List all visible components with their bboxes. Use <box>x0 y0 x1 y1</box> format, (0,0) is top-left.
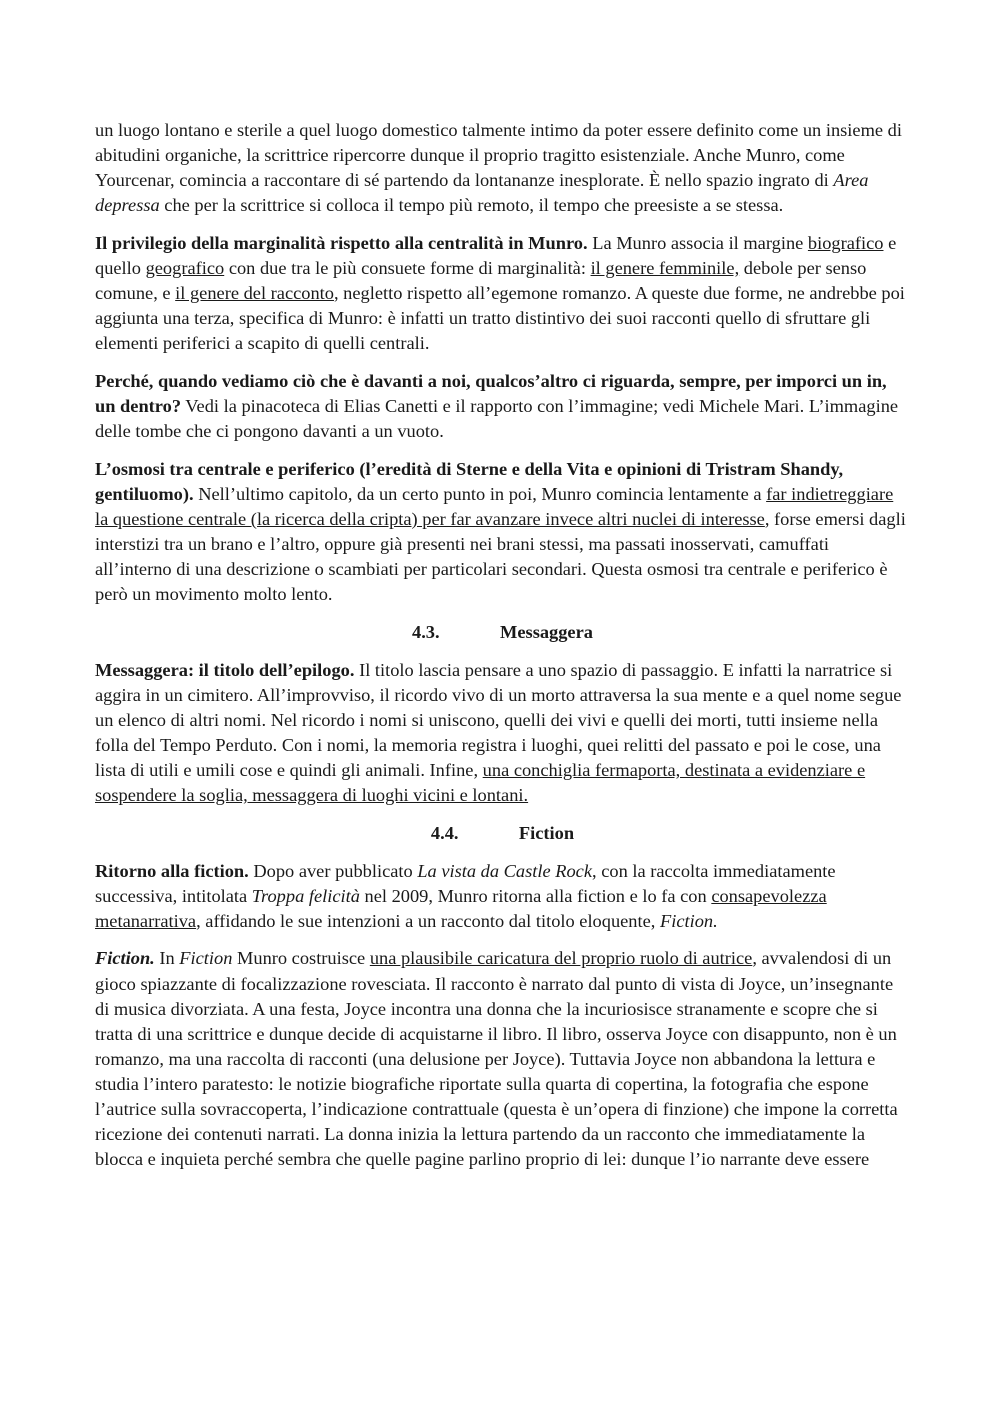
underlined-text: geografico <box>145 258 225 279</box>
underlined-text: il genere del racconto <box>175 283 334 304</box>
paragraph: un luogo lontano e sterile a quel luogo domestico talmente intimo da poter essere definito come un insieme di abitudini organiche, la scrittrice ripercorre dunque il proprio tragitto esistenziale. Anche Munro, come Yourcenar, comincia a raccontare di sé partendo da lontananze inesplorate. È nello spazio ingrato di Area depressa che per la scrittrice si colloca il tempo più remoto, il tempo che preesiste a se stessa. <box>95 120 902 216</box>
bold-lead: L’osmosi tra centrale e periferico (l’eredità di Sterne e della Vita e opinioni di Tristram Shandy, gentiluomo). <box>95 458 844 504</box>
italic-text: Fiction <box>179 948 233 969</box>
paragraph: Perché, quando vediamo ciò che è davanti a noi, qualcos’altro ci riguarda, sempre, per imporci un in, un dentro? Vedi la pinacoteca di Elias Canetti e il rapporto con l’immagine; vedi Michele Mari. L’immagine delle tombe che ci pongono davanti a un vuoto. <box>95 371 899 442</box>
bold-lead: Messaggera: il titolo dell’epilogo. <box>95 659 355 680</box>
italic-text: La vista da Castle Rock <box>417 860 593 881</box>
underlined-text: il genere femminile, <box>590 258 740 279</box>
underlined-text: far indietreggiare la questione centrale (la ricerca della cripta) per far avanzare invece altri nuclei di interesse <box>95 484 894 530</box>
underlined-text: una conchiglia fermaporta, destinata a evidenziare e sospendere la soglia, messaggera di luoghi vicini e lontani. <box>95 760 866 806</box>
bold-lead: Perché, quando vediamo ciò che è davanti a noi, qualcos’altro ci riguarda, sempre, per imporci un in, un dentro? <box>95 371 887 417</box>
italic-text: Area depressa <box>95 170 869 216</box>
underlined-text: una plausibile caricatura del proprio ruolo di autrice <box>369 948 753 969</box>
italic-text: Troppa felicità <box>251 885 360 906</box>
underlined-text: consapevolezza metanarrativa <box>95 885 827 931</box>
paragraph: Messaggera: il titolo dell’epilogo. Il titolo lascia pensare a uno spazio di passaggio. E infatti la narratrice si aggira in un cimitero. All’improvviso, il ricordo vivo di un morto attraversa la sua mente e a quel nome segue un elenco di altri nomi. Nel ricordo i nomi si uniscono, quelli dei vivi e quelli dei morti, tutti insieme nella folla del Tempo Perduto. Con i nomi, la memoria registra i luoghi, quei relitti del passato e poi le cose, una lista di utili e umili cose e quindi gli animali. Infine, una conchiglia fermaporta, destinata a evidenziare e sospendere la soglia, messaggera di luoghi vicini e lontani. <box>95 659 902 806</box>
bold-lead: Fiction. <box>95 948 155 969</box>
section-heading-4-3 <box>95 620 910 645</box>
italic-text: Fiction. <box>659 910 718 931</box>
paragraph: Ritorno alla fiction. Dopo aver pubblicato La vista da Castle Rock, con la raccolta immediatamente successiva, intitolata Troppa felicità nel 2009, Munro ritorna alla fiction e lo fa con consapevolezza metanarrativa, affidando le sue intenzioni a un racconto dal titolo eloquente, Fiction. <box>95 860 836 931</box>
bold-lead: Il privilegio della marginalità rispetto alla centralità in Munro. <box>95 232 588 253</box>
underlined-text: biografico <box>807 232 884 253</box>
section-number: 4.4. <box>430 822 459 843</box>
document-page <box>95 118 910 1185</box>
section-title: Fiction <box>518 822 575 843</box>
paragraph: L’osmosi tra centrale e periferico (l’eredità di Sterne e della Vita e opinioni di Tristram Shandy, gentiluomo). Nell’ultimo capitolo, da un certo punto in poi, Munro comincia lentamente a far indietreggiare la questione centrale (la ricerca della cripta) per far avanzare invece altri nuclei di interesse, forse emersi dagli interstizi tra un brano e l’altro, oppure già presenti nei brani stessi, ma passati inosservati, camuffati all’interno di una descrizione o scambiati per particolari secondari. Questa osmosi tra centrale e periferico è però un movimento molto lento. <box>95 458 906 605</box>
section-number: 4.3. <box>412 622 440 643</box>
paragraph: Fiction. In Fiction Munro costruisce una plausibile caricatura del proprio ruolo di autrice, avvalendosi di un gioco spiazzante di focalizzazione rovesciata. Il racconto è narrato dal punto di vista di Joyce, un’insegnante di musica divorziata. A una festa, Joyce incontra una donna che la incuriosisce stranamente e scopre che si tratta di una scrittrice e dunque decide di acquistarne il libro. Il libro, osserva Joyce con disappunto, non è un romanzo, ma una raccolta di racconti (una delusione per Joyce). Tuttavia Joyce non abbandona la lettura e studia l’intero paratesto: le notizie biografiche riportate sulla quarta di copertina, la fotografia che espone l’autrice sulla sovraccoperta, l’indicazione contrattuale (questa è un’opera di finzione) che impone la corretta ricezione dei contenuti narrati. La donna inizia la lettura partendo da un racconto che immediatamente la blocca e inquieta perché sembra che quelle pagine parlino proprio di lei: dunque l’io narrante deve essere <box>95 948 898 1170</box>
section-heading-4-4 <box>95 821 910 846</box>
section-title: Messaggera <box>500 622 593 643</box>
bold-lead: Ritorno alla fiction. <box>95 860 249 881</box>
paragraph: Il privilegio della marginalità rispetto alla centralità in Munro. La Munro associa il margine biografico e quello geografico con due tra le più consuete forme di marginalità: il genere femminile, debole per senso comune, e il genere del racconto, negletto rispetto all’egemone romanzo. A queste due forme, ne andrebbe poi aggiunta una terza, specifica di Munro: è infatti un tratto distintivo dei suoi racconti quello di sfruttare gli elementi periferici a scapito di quelli centrali. <box>95 232 905 354</box>
